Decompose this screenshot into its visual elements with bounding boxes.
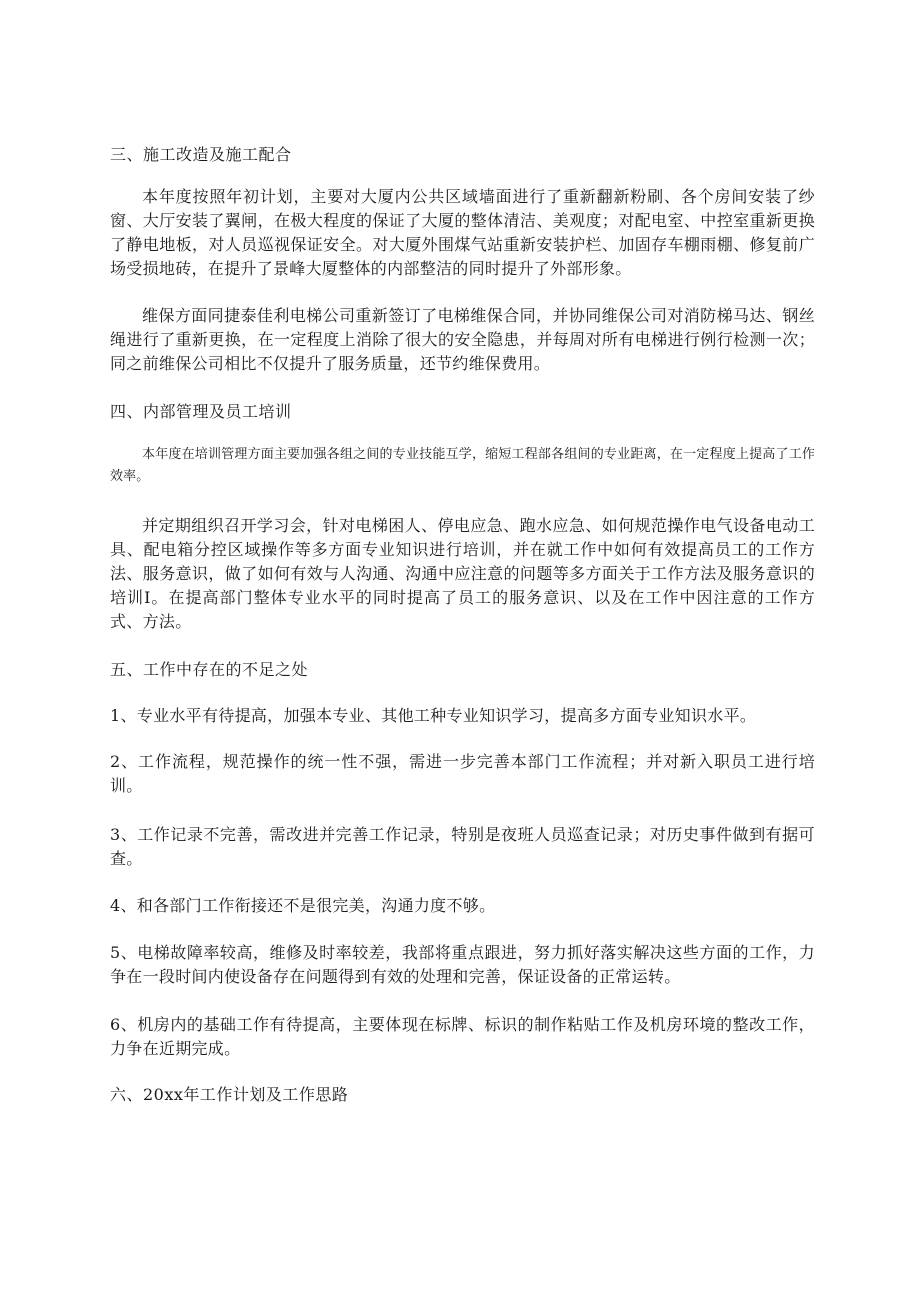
paragraph-training-small: 本年度在培训管理方面主要加强各组之间的专业技能互学，缩短工程部各组间的专业距离，在一定程度上提高了工作效率。	[110, 447, 815, 484]
list-item: 2、工作流程，规范操作的统一性不强，需进一步完善本部门工作流程；并对新入职员工进行培训。	[110, 752, 815, 795]
section-heading-4: 四、内部管理及员工培训	[110, 402, 292, 421]
paragraph-elevator-maintenance: 维保方面同捷泰佳利电梯公司重新签订了电梯维保合同，并协同维保公司对消防梯马达、钢丝绳进行了重新更换，在一定程度上消除了很大的安全隐患，并每周对所有电梯进行例行检测一次；同之前维保公司相比不仅提升了服务质量，还节约维保费用。	[110, 306, 815, 373]
section-heading-3: 三、施工改造及施工配合	[110, 145, 292, 164]
section-heading-5: 五、工作中存在的不足之处	[110, 660, 309, 679]
list-item: 5、电梯故障率较高，维修及时率较差，我部将重点跟进，努力抓好落实解决这些方面的工作，力争在一段时间内使设备存在问题得到有效的处理和完善，保证设备的正常运转。	[110, 943, 815, 986]
list-item: 4、和各部门工作衔接还不是很完美，沟通力度不够。	[110, 896, 496, 915]
section-heading-6: 六、20xx年工作计划及工作思路	[110, 1085, 349, 1104]
paragraph-renovation: 本年度按照年初计划，主要对大厦内公共区域墙面进行了重新翻新粉刷、各个房间安装了纱窗、大厅安装了翼闸，在极大程度的保证了大厦的整体清洁、美观度；对配电室、中控室重新更换了静电地板，对人员巡视保证安全。对大厦外围煤气站重新安装护栏、加固存车棚雨棚、修复前广场受损地砖，在提升了景峰大厦整体的内部整洁的同时提升了外部形象。	[110, 187, 815, 278]
list-item: 3、工作记录不完善，需改进并完善工作记录，特别是夜班人员巡查记录；对历史事件做到有据可查。	[110, 825, 815, 868]
list-item: 1、专业水平有待提高，加强本专业、其他工种专业知识学习，提高多方面专业知识水平。	[110, 706, 757, 725]
list-item: 6、机房内的基础工作有待提高，主要体现在标牌、标识的制作粘贴工作及机房环境的整改工作，力争在近期完成。	[110, 1015, 815, 1058]
paragraph-study-meetings: 并定期组织召开学习会，针对电梯困人、停电应急、跑水应急、如何规范操作电气设备电动工具、配电箱分控区域操作等多方面专业知识进行培训，并在就工作中如何有效提高员工的工作方法、服务意识，做了如何有效与人沟通、沟通中应注意的问题等多方面关于工作方法及服务意识的培训I。在提高部门整体专业水平的同时提高了员工的服务意识、以及在工作中因注意的工作方式、方法。	[110, 516, 815, 631]
